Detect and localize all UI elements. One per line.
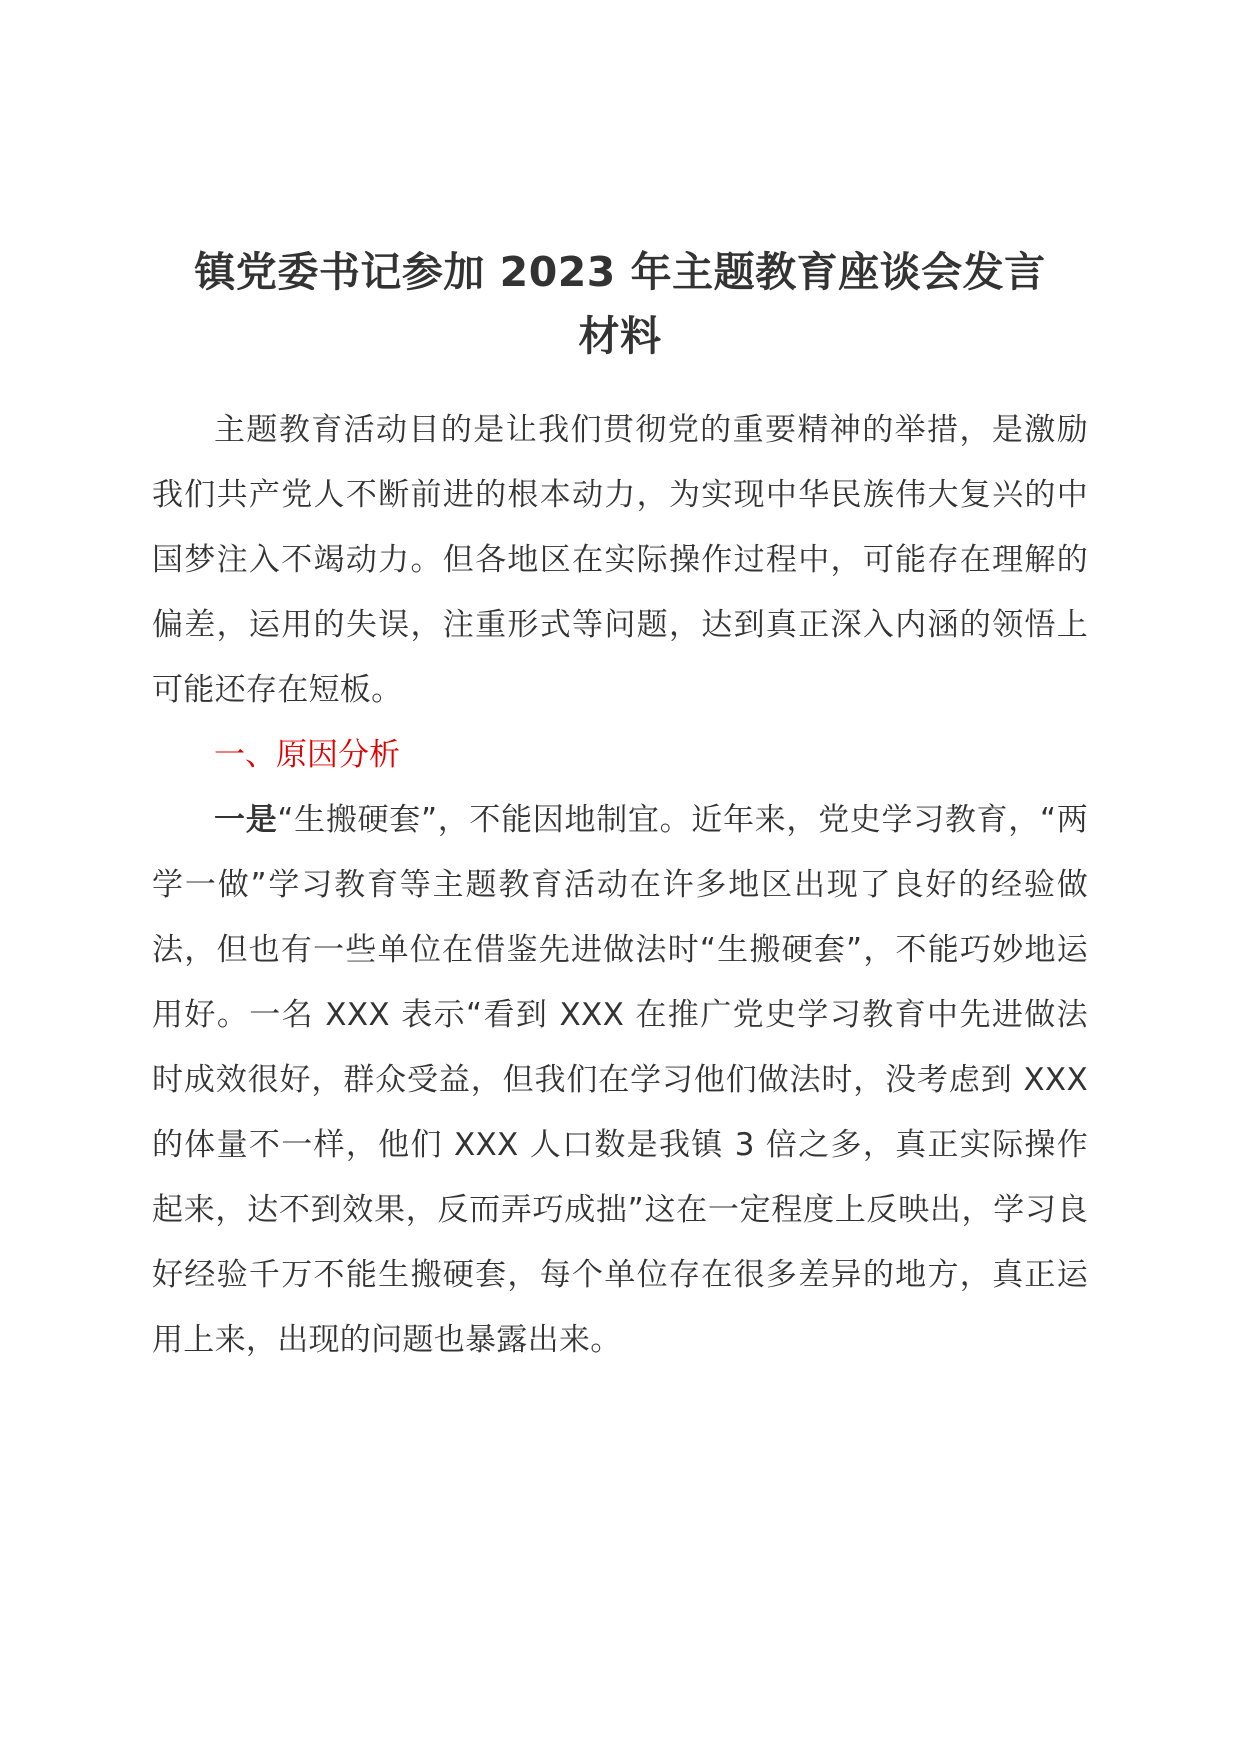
point-1-paragraph xyxy=(152,788,1088,1373)
intro-paragraph: 主题教育活动目的是让我们贯彻党的重要精神的举措，是激励我们共产党人不断前进的根本动力，为实现中华民族伟大复兴的中国梦注入不竭动力。但各地区在实际操作过程中，可能存在理解的偏差，运用的失误，注重形式等问题，达到真正深入内涵的领悟上可能还存在短板。 xyxy=(152,412,1088,708)
title-line-1: 镇党委书记参加 2023 年主题教育座谈会发言 xyxy=(194,248,1046,296)
section-heading: 一、原因分析 xyxy=(214,737,400,773)
document-title xyxy=(150,240,1090,368)
document-body xyxy=(152,398,1088,1373)
point-1-lead: 一是 xyxy=(214,802,278,838)
title-line-2: 材料 xyxy=(578,312,662,360)
point-1-text: “生搬硬套”，不能因地制宜。近年来，党史学习教育，“两学一做”学习教育等主题教育活动在许多地区出现了良好的经验做法，但也有一些单位在借鉴先进做法时“生搬硬套”，不能巧妙地运用好。一名 XXX 表示“看到 XXX 在推广党史学习教育中先进做法时成效很好，群众受益，但我们在学习他们做法时，没考虑到 XXX 的体量不一样，他们 XXX 人口数是我镇 3 倍之多，真正实际操作起来，达不到效果，反而弄巧成拙”这在一定程度上反映出，学习良好经验千万不能生搬硬套，每个单位存在很多差异的地方，真正运用上来，出现的问题也暴露出来。 xyxy=(152,802,1088,1358)
